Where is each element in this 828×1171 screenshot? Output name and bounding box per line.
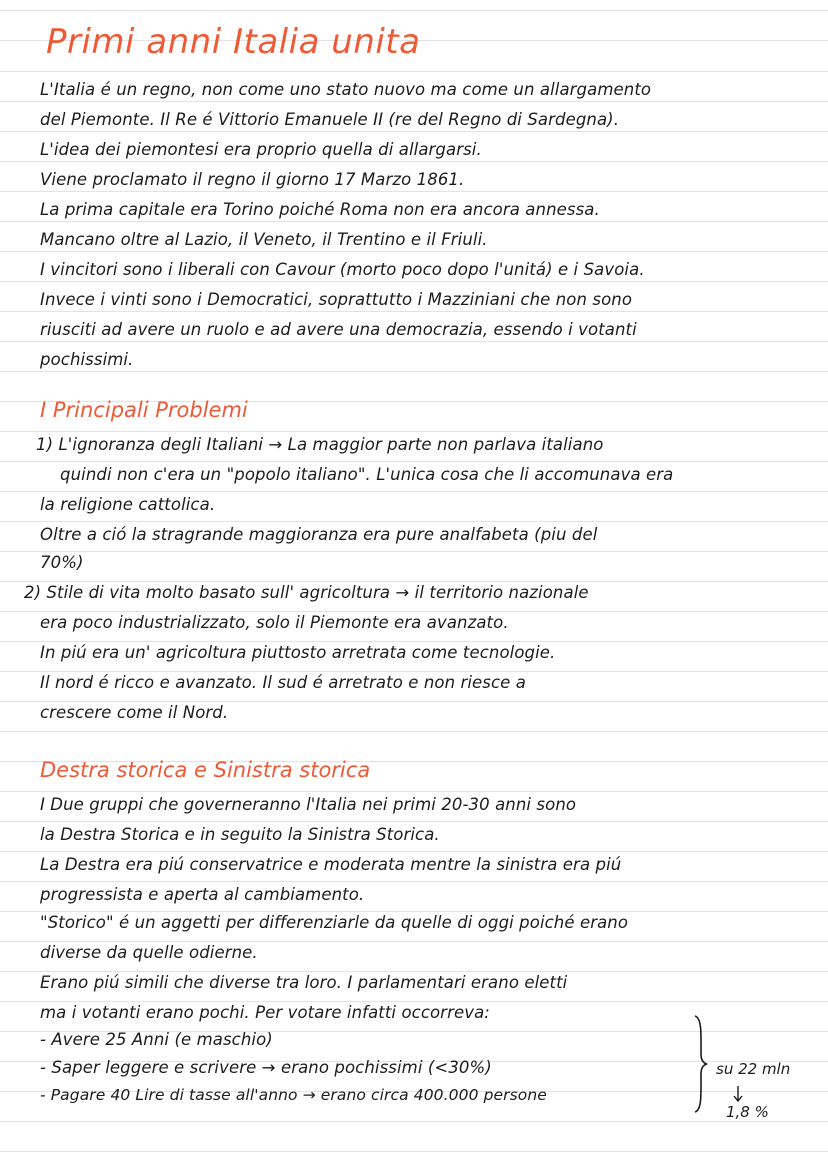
intro-line: I vincitori sono i liberali con Cavour (morto poco dopo l'unitá) e i Savoia.: [40, 260, 645, 279]
problems-line: Il nord é ricco e avanzato. Il sud é arretrato e non riesce a: [40, 673, 526, 692]
intro-line: pochissimi.: [40, 350, 134, 369]
section-heading-problems: I Principali Problemi: [40, 398, 248, 422]
problems-line: la religione cattolica.: [40, 495, 216, 514]
destra-line: I Due gruppi che governeranno l'Italia nei primi 20-30 anni sono: [40, 795, 577, 814]
intro-line: del Piemonte. Il Re é Vittorio Emanuele II (re del Regno di Sardegna).: [40, 110, 620, 129]
intro-line: riusciti ad avere un ruolo e ad avere una democrazia, essendo i votanti: [40, 320, 637, 339]
problems-line: Oltre a ció la stragrande maggioranza era pure analfabeta (piu del: [40, 525, 598, 544]
arrow-down-icon: [733, 1085, 743, 1103]
problems-line: 2) Stile di vita molto basato sull' agricoltura → il territorio nazionale: [24, 583, 589, 602]
destra-line: progressista e aperta al cambiamento.: [40, 885, 365, 904]
problems-line: quindi non c'era un "popolo italiano". L'unica cosa che li accomunava era: [60, 465, 674, 484]
problems-line: 70%): [40, 553, 84, 572]
requirement-item: - Pagare 40 Lire di tasse all'anno → erano circa 400.000 persone: [40, 1086, 547, 1104]
problems-line: In piú era un' agricoltura piuttosto arretrata come tecnologie.: [40, 643, 556, 662]
intro-line: Mancano oltre al Lazio, il Veneto, il Trentino e il Friuli.: [40, 230, 488, 249]
destra-line: diverse da quelle odierne.: [40, 943, 258, 962]
destra-line: Erano piú simili che diverse tra loro. I parlamentari erano eletti: [40, 973, 568, 992]
destra-line: La Destra era piú conservatrice e moderata mentre la sinistra era piú: [40, 855, 622, 874]
destra-line: la Destra Storica e in seguito la Sinistra Storica.: [40, 825, 440, 844]
page-title: Primi anni Italia unita: [46, 22, 421, 62]
side-note-total: su 22 mln: [716, 1060, 791, 1078]
intro-line: Invece i vinti sono i Democratici, soprattutto i Mazziniani che non sono: [40, 290, 633, 309]
intro-line: Viene proclamato il regno il giorno 17 Marzo 1861.: [40, 170, 465, 189]
intro-line: L'Italia é un regno, non come uno stato nuovo ma come un allargamento: [40, 80, 652, 99]
destra-line: "Storico" é un aggetti per differenziarle da quelle di oggi poiché erano: [40, 913, 629, 932]
problems-line: era poco industrializzato, solo il Piemonte era avanzato.: [40, 613, 509, 632]
side-note-result: 1,8 %: [726, 1103, 769, 1121]
right-brace-icon: [694, 1014, 708, 1114]
problems-line: 1) L'ignoranza degli Italiani → La maggior parte non parlava italiano: [36, 435, 604, 454]
requirement-item: - Saper leggere e scrivere → erano pochissimi (<30%): [40, 1058, 492, 1077]
requirement-item: - Avere 25 Anni (e maschio): [40, 1030, 273, 1049]
destra-line: ma i votanti erano pochi. Per votare infatti occorreva:: [40, 1003, 490, 1022]
section-heading-destra-sinistra: Destra storica e Sinistra storica: [40, 758, 371, 782]
problems-line: crescere come il Nord.: [40, 703, 229, 722]
intro-line: La prima capitale era Torino poiché Roma non era ancora annessa.: [40, 200, 600, 219]
intro-line: L'idea dei piemontesi era proprio quella di allargarsi.: [40, 140, 482, 159]
